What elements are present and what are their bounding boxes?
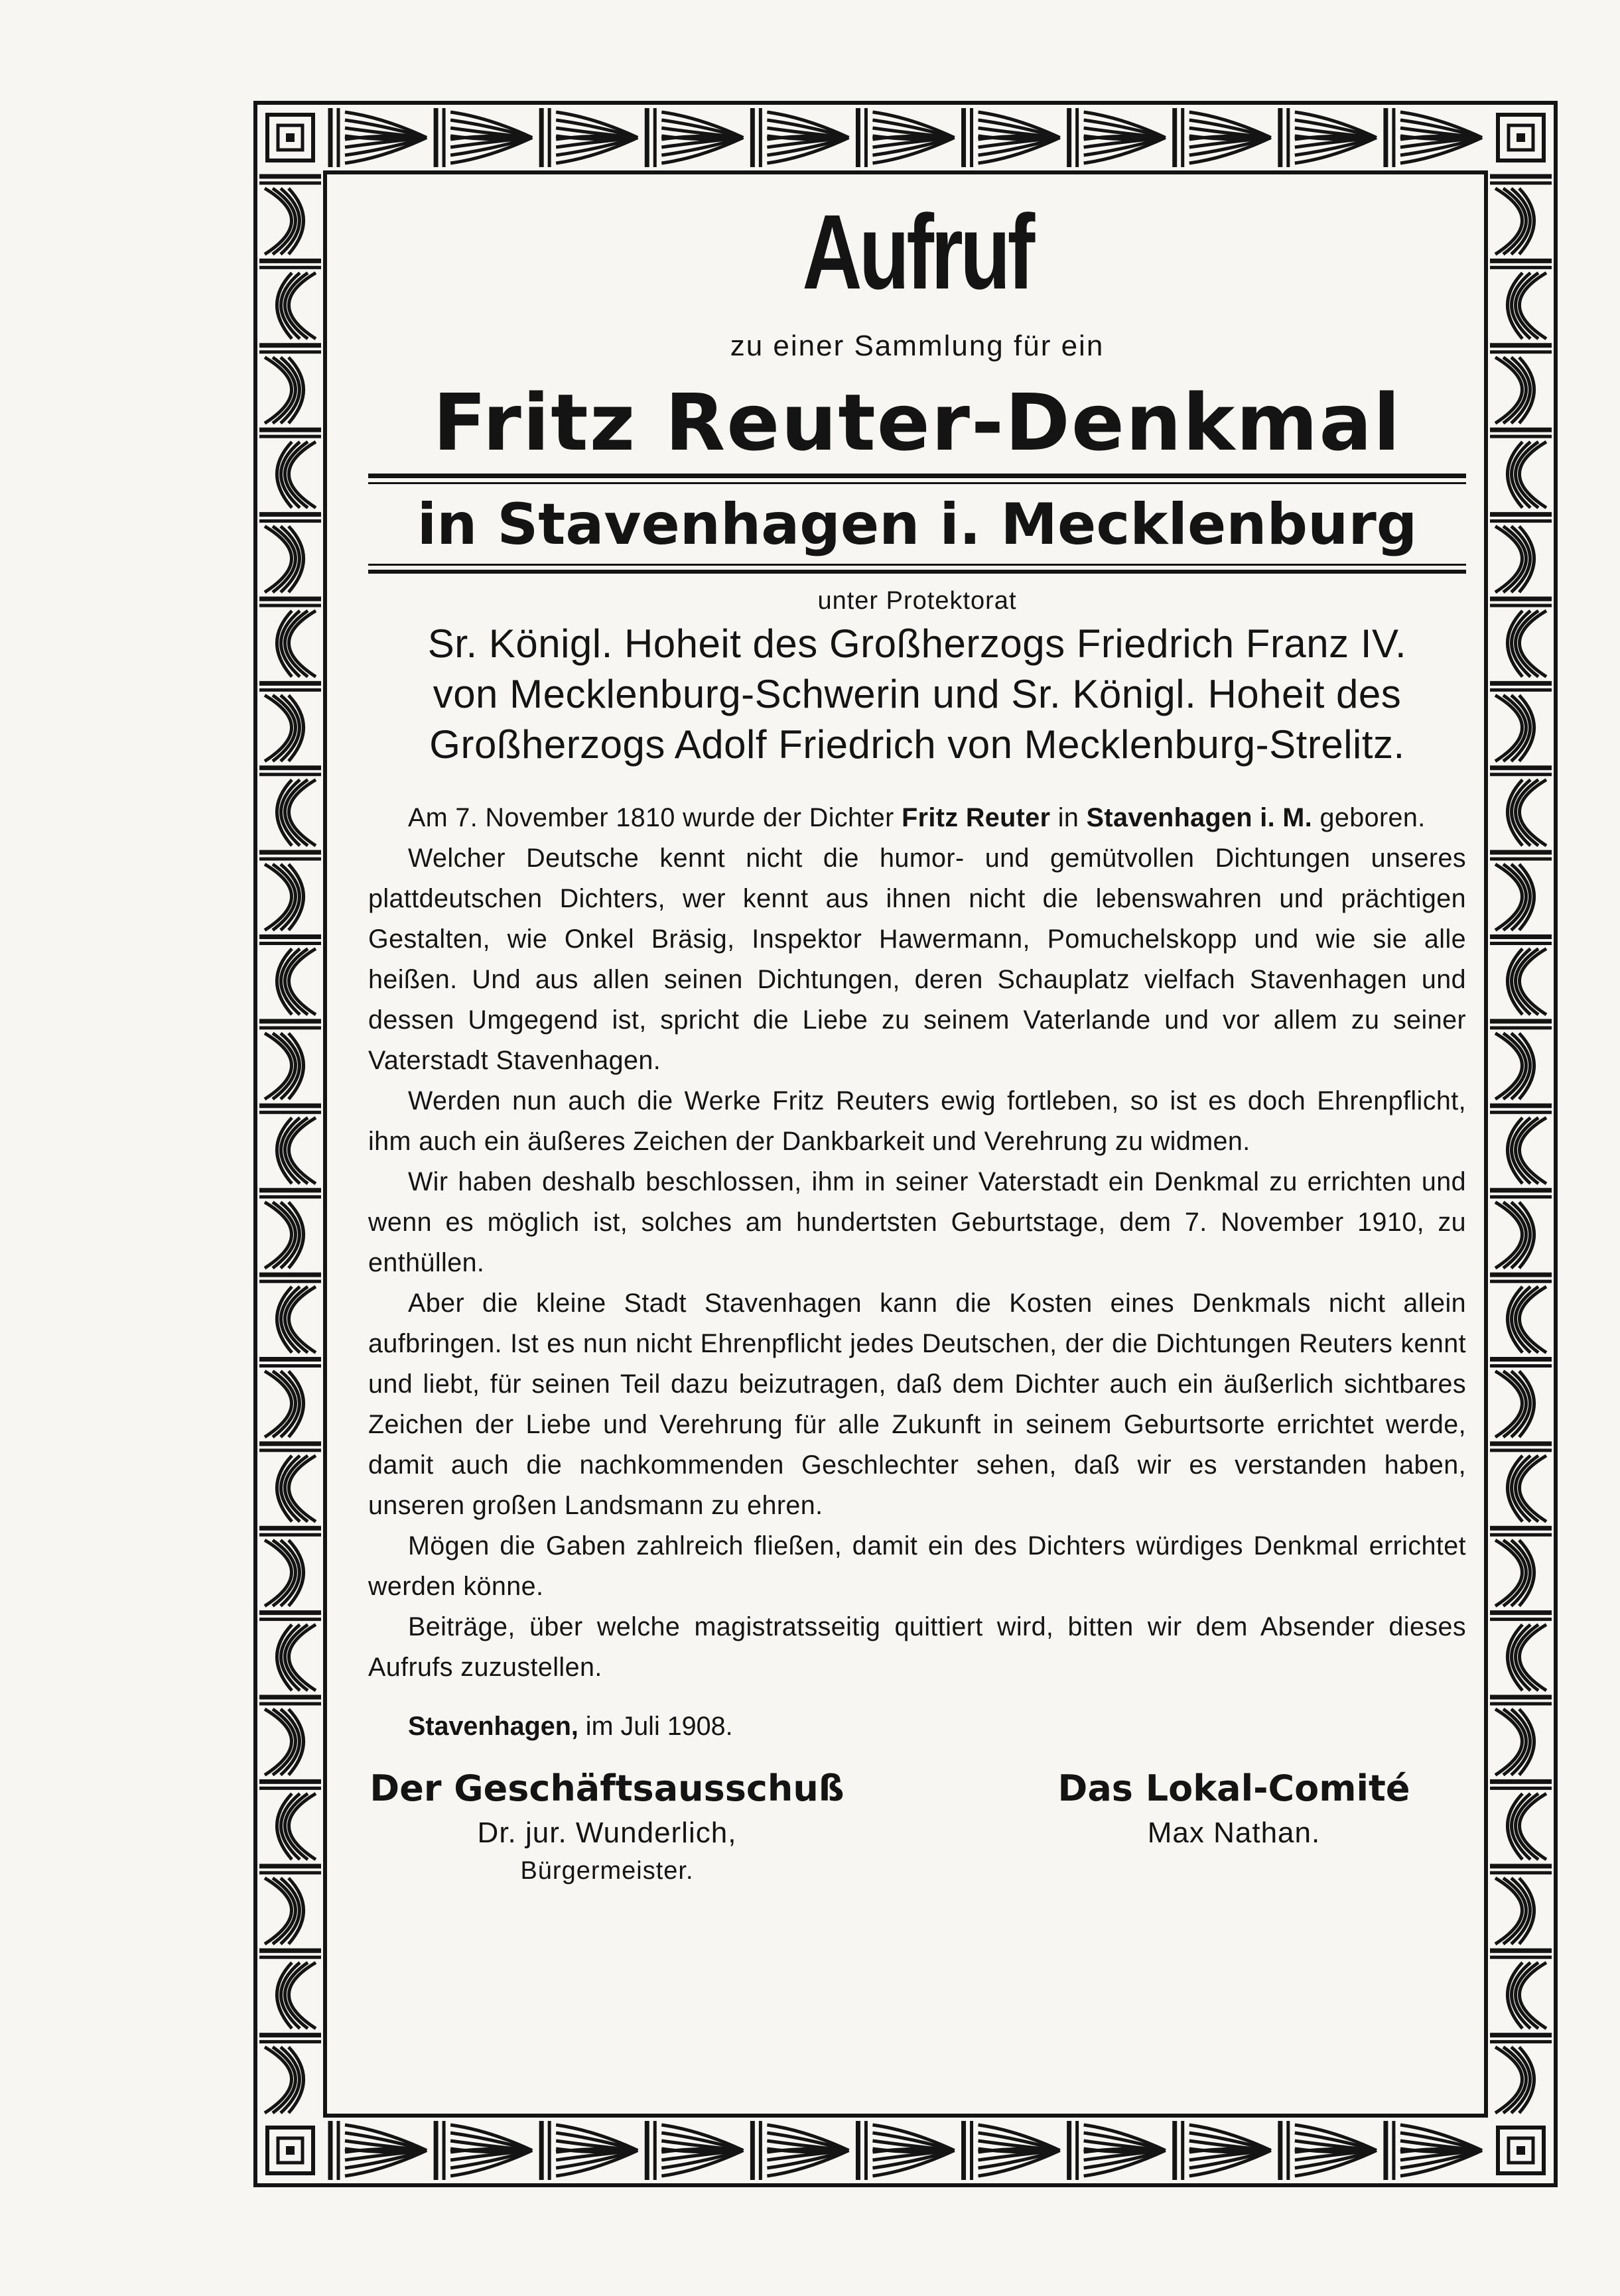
proclamation — [368, 179, 1466, 1889]
location-heading: in Stavenhagen i. Mecklenburg — [417, 491, 1418, 558]
divider — [368, 474, 1466, 478]
place-date: Stavenhagen, im Juli 1908. — [408, 1712, 733, 1741]
page-title: Aufruf — [802, 192, 1032, 311]
paragraph: Welcher Deutsche kennt nicht die humor- und gemütvollen Dichtungen unseres plattdeutschen Dichters, wer kennt aus ihnen nicht die lebenswahren und prächtigen Gestalten, wie Onkel Bräsig, Inspektor Hawermann, Pomuchelskopp und wie sie alle heißen. Und aus allen seinen Dichtungen, deren Schauplatz vielfach Stavenhagen und dessen Umgegend ist, spricht die Liebe zu seinem Vaterlande und vor allem zu seiner Vaterstadt Stavenhagen. — [368, 844, 1466, 1075]
signature-right — [1002, 1764, 1466, 1889]
intro-line: zu einer Sammlung für ein — [730, 330, 1105, 362]
paragraph: Wir haben deshalb beschlossen, ihm in seiner Vaterstadt ein Denkmal zu errichten und wenn es möglich ist, solches am hundertsten Geburtstage, dem 7. November 1910, zu enthüllen. — [368, 1167, 1466, 1277]
divider — [368, 482, 1466, 484]
paragraph: Werden nun auch die Werke Fritz Reuters ewig fortleben, so ist es doch Ehrenpflicht, ihm auch ein äußeres Zeichen der Dankbarkeit und Verehrung zu widmen. — [368, 1086, 1466, 1156]
paragraph-birth: Am 7. November 1810 wurde der Dichter Fritz Reuter in Stavenhagen i. M. geboren. — [408, 803, 1426, 832]
paragraph: Mögen die Gaben zahlreich fließen, damit ein des Dichters würdiges Denkmal errichtet werden könne. — [368, 1531, 1466, 1601]
monument-heading: Fritz Reuter-Denkmal — [433, 377, 1402, 468]
divider — [368, 570, 1466, 574]
signatory-role: Bürgermeister. — [520, 1857, 694, 1885]
paragraph: Beiträge, über welche magistratsseitig quittiert wird, bitten wir dem Absender dieses Aufrufs zuzustellen. — [368, 1612, 1466, 1682]
signature-left — [368, 1764, 846, 1889]
signatory-name: Max Nathan. — [1147, 1817, 1321, 1849]
body-text — [368, 798, 1466, 1688]
signatures — [368, 1764, 1466, 1889]
paragraph: Aber die kleine Stadt Stavenhagen kann die Kosten eines Denkmals nicht allein aufbringen. Ist es nun nicht Ehrenpflicht jedes Deutschen, der die Dichtungen Reuters kennt und liebt, für seinen Teil dazu beizutragen, daß dem Dichter auch ein äußerlich sichtbares Zeichen der Liebe und Verehrung für alle Zukunft in seinem Geburtsorte errichtet werde, damit auch die nachkommenden Geschlechter sehen, daß wir es verstanden haben, unseren großen Landsmann zu ehren. — [368, 1289, 1466, 1520]
signatory-name: Dr. jur. Wunderlich, — [477, 1817, 737, 1849]
committee-name: Der Geschäftsausschuß — [370, 1767, 844, 1809]
protectorate-line: Großherzogs Adolf Friedrich von Mecklenburg-Strelitz. — [429, 722, 1405, 767]
committee-name: Das Lokal-Comité — [1057, 1767, 1410, 1809]
protectorate-line: von Mecklenburg-Schwerin und Sr. Königl. Hoheit des — [433, 672, 1402, 716]
protectorate-line: Sr. Königl. Hoheit des Großherzogs Friedrich Franz IV. — [427, 621, 1407, 666]
protectorate-label: unter Protektorat — [817, 587, 1017, 615]
divider — [368, 564, 1466, 566]
